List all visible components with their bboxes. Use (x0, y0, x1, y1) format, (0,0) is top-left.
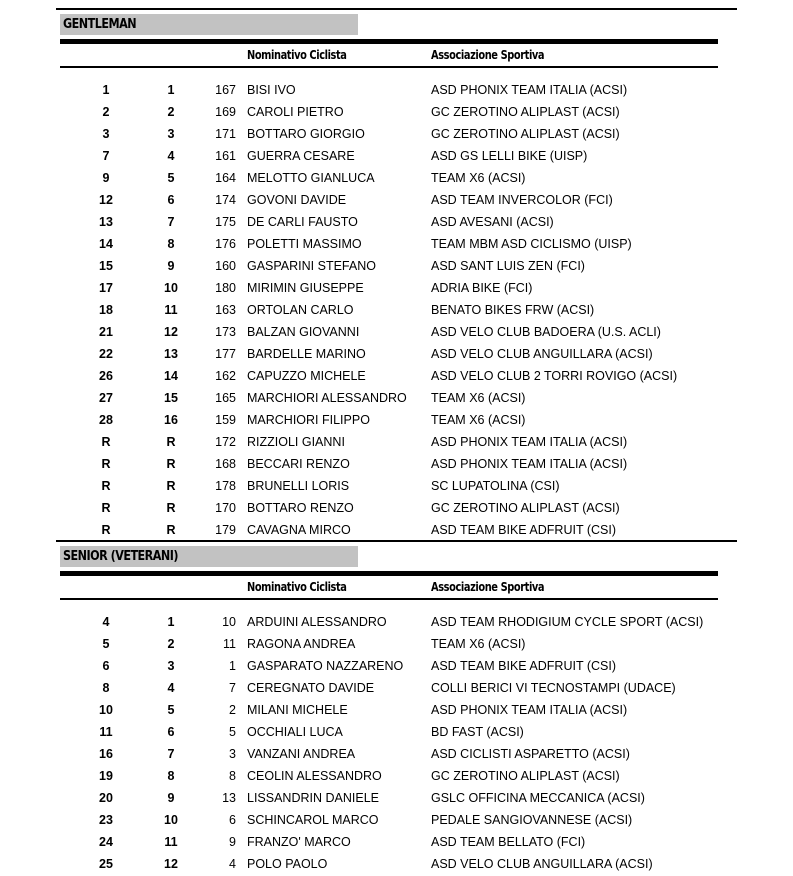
pos-assol-cell: R (101, 435, 111, 449)
team-cell: TEAM X6 (ACSI) (431, 637, 526, 651)
rider-name-cell: POLO PAOLO (247, 857, 328, 871)
rider-name-cell: ARDUINI ALESSANDRO (247, 615, 387, 629)
bib-number-cell: 2 (229, 703, 236, 717)
bib-number-cell: 6 (229, 813, 236, 827)
team-cell: ASD TEAM RHODIGIUM CYCLE SPORT (ACSI) (431, 615, 704, 629)
header-bottom-rule (60, 66, 718, 68)
team-cell: ASD SANT LUIS ZEN (FCI) (431, 259, 585, 273)
table-row (0, 612, 793, 634)
table-row (0, 80, 793, 102)
rider-name-cell: MIRIMIN GIUSEPPE (247, 281, 364, 295)
pos-categ-cell: 8 (167, 237, 175, 251)
table-row (0, 300, 793, 322)
table-row (0, 388, 793, 410)
team-cell: GC ZEROTINO ALIPLAST (ACSI) (431, 501, 620, 515)
rider-name-cell: MARCHIORI FILIPPO (247, 413, 370, 427)
rider-name-cell: ORTOLAN CARLO (247, 303, 354, 317)
team-cell: ASD PHONIX TEAM ITALIA (ACSI) (431, 703, 628, 717)
pos-assol-cell: 13 (99, 215, 113, 229)
rider-name-cell: FRANZO' MARCO (247, 835, 351, 849)
bib-number-cell: 169 (215, 105, 236, 119)
pos-categ-cell: 7 (167, 215, 175, 229)
table-row (0, 656, 793, 678)
header-bottom-rule (60, 598, 718, 600)
rider-name-cell: CEOLIN ALESSANDRO (247, 769, 382, 783)
team-cell: GC ZEROTINO ALIPLAST (ACSI) (431, 127, 620, 141)
pos-assol-cell: 18 (99, 303, 113, 317)
pos-assol-cell: 14 (99, 237, 113, 251)
pos-categ-cell: 2 (167, 105, 175, 119)
bib-number-cell: 13 (222, 791, 236, 805)
pos-categ-cell: 1 (167, 83, 175, 97)
team-cell: ASD VELO CLUB BADOERA (U.S. ACLI) (431, 325, 661, 339)
pos-categ-cell: R (166, 523, 176, 537)
pos-assol-cell: 27 (99, 391, 113, 405)
pos-categ-cell: 4 (167, 681, 175, 695)
pos-categ-cell: 5 (167, 703, 175, 717)
team-cell: SC LUPATOLINA (CSI) (431, 479, 560, 493)
pos-categ-cell: 5 (167, 171, 175, 185)
pos-assol-cell: 11 (99, 725, 113, 739)
rider-name-cell: GASPARINI STEFANO (247, 259, 376, 273)
pos-assol-cell: 23 (99, 813, 113, 827)
table-row (0, 124, 793, 146)
bib-number-cell: 4 (229, 857, 236, 871)
pos-categ-cell: 12 (164, 325, 178, 339)
team-cell: PEDALE SANGIOVANNESE (ACSI) (431, 813, 633, 827)
table-row (0, 476, 793, 498)
rider-name-cell: GOVONI DAVIDE (247, 193, 347, 207)
pos-categ-cell: 3 (167, 659, 175, 673)
pos-categ-cell: 10 (164, 813, 178, 827)
pos-categ-cell: 10 (164, 281, 178, 295)
bib-number-cell: 180 (215, 281, 236, 295)
team-cell: ASD TEAM BIKE ADFRUIT (CSI) (431, 523, 616, 537)
pos-assol-cell: 21 (99, 325, 113, 339)
table-row (0, 278, 793, 300)
pos-categ-cell: 15 (164, 391, 178, 405)
pos-assol-cell: 12 (99, 193, 113, 207)
table-row (0, 810, 793, 832)
team-cell: GSLC OFFICINA MECCANICA (ACSI) (431, 791, 645, 805)
table-row (0, 168, 793, 190)
rider-name-cell: SCHINCAROL MARCO (247, 813, 379, 827)
team-cell: ASD PHONIX TEAM ITALIA (ACSI) (431, 435, 628, 449)
rider-name-cell: MILANI MICHELE (247, 703, 348, 717)
team-cell: ASD CICLISTI ASPARETTO (ACSI) (431, 747, 630, 761)
header-top-rule (60, 571, 718, 576)
team-cell: GC ZEROTINO ALIPLAST (ACSI) (431, 769, 620, 783)
bib-number-cell: 167 (215, 83, 236, 97)
pos-categ-cell: 12 (164, 857, 178, 871)
team-cell: ASD TEAM BIKE ADFRUIT (CSI) (431, 659, 616, 673)
team-cell: ASD VELO CLUB ANGUILLARA (ACSI) (431, 857, 653, 871)
pos-assol-cell: 3 (102, 127, 110, 141)
table-row (0, 102, 793, 124)
table-row (0, 146, 793, 168)
table-row (0, 212, 793, 234)
category-title-bar (60, 14, 358, 35)
rider-name-cell: BISI IVO (247, 83, 296, 97)
bib-number-cell: 10 (222, 615, 236, 629)
table-row (0, 344, 793, 366)
pos-categ-cell: R (166, 501, 176, 515)
table-row (0, 498, 793, 520)
pos-categ-cell: 11 (164, 303, 178, 317)
rider-name-cell: OCCHIALI LUCA (247, 725, 343, 739)
rider-name-cell: LISSANDRIN DANIELE (247, 791, 379, 805)
header-top-rule (60, 39, 718, 44)
pos-assol-cell: 2 (102, 105, 110, 119)
pos-assol-cell: 20 (99, 791, 113, 805)
table-row (0, 854, 793, 876)
team-cell: ASD PHONIX TEAM ITALIA (ACSI) (431, 83, 628, 97)
rider-name-cell: BARDELLE MARINO (247, 347, 366, 361)
table-row (0, 700, 793, 722)
section-top-rule (56, 8, 737, 10)
pos-categ-cell: 13 (164, 347, 178, 361)
bib-number-cell: 3 (229, 747, 236, 761)
team-cell: COLLI BERICI VI TECNOSTAMPI (UDACE) (431, 681, 676, 695)
pos-assol-cell: 19 (99, 769, 113, 783)
pos-categ-cell: 1 (167, 615, 175, 629)
rider-name-cell: BRUNELLI LORIS (247, 479, 350, 493)
team-cell: ASD PHONIX TEAM ITALIA (ACSI) (431, 457, 628, 471)
team-cell: TEAM X6 (ACSI) (431, 391, 526, 405)
category-title: GENTLEMAN (63, 17, 137, 32)
pos-assol-cell: R (101, 523, 111, 537)
pos-assol-cell: 25 (99, 857, 113, 871)
bib-number-cell: 179 (215, 523, 236, 537)
table-row (0, 766, 793, 788)
team-cell: BD FAST (ACSI) (431, 725, 524, 739)
team-cell: ASD TEAM INVERCOLOR (FCI) (431, 193, 613, 207)
pos-assol-cell: R (101, 457, 111, 471)
pos-categ-cell: 4 (167, 149, 175, 163)
rider-name-cell: CAROLI PIETRO (247, 105, 344, 119)
header-associazione: Associazione Sportiva (431, 48, 545, 62)
table-row (0, 832, 793, 854)
category-title: SENIOR (VETERANI) (63, 549, 178, 564)
team-cell: BENATO BIKES FRW (ACSI) (431, 303, 595, 317)
rider-name-cell: RAGONA ANDREA (247, 637, 356, 651)
table-row (0, 788, 793, 810)
team-cell: ASD AVESANI (ACSI) (431, 215, 554, 229)
category-title-bar (60, 546, 358, 567)
rider-name-cell: MARCHIORI ALESSANDRO (247, 391, 407, 405)
pos-categ-cell: 11 (164, 835, 178, 849)
pos-assol-cell: 5 (102, 637, 110, 651)
table-row (0, 634, 793, 656)
team-cell: TEAM X6 (ACSI) (431, 171, 526, 185)
team-cell: ASD VELO CLUB 2 TORRI ROVIGO (ACSI) (431, 369, 678, 383)
rider-name-cell: CEREGNATO DAVIDE (247, 681, 375, 695)
bib-number-cell: 159 (215, 413, 236, 427)
table-row (0, 366, 793, 388)
pos-categ-cell: 16 (164, 413, 178, 427)
table-row (0, 190, 793, 212)
pos-categ-cell: 7 (167, 747, 175, 761)
pos-categ-cell: R (166, 435, 176, 449)
bib-number-cell: 175 (215, 215, 236, 229)
table-row (0, 410, 793, 432)
pos-categ-cell: 6 (167, 725, 175, 739)
bib-number-cell: 164 (215, 171, 236, 185)
team-cell: TEAM X6 (ACSI) (431, 413, 526, 427)
pos-assol-cell: 15 (99, 259, 113, 273)
bib-number-cell: 177 (215, 347, 236, 361)
table-row (0, 520, 793, 542)
bib-number-cell: 1 (229, 659, 236, 673)
header-associazione: Associazione Sportiva (431, 580, 545, 594)
bib-number-cell: 162 (215, 369, 236, 383)
bib-number-cell: 8 (229, 769, 236, 783)
pos-assol-cell: R (101, 479, 111, 493)
team-cell: ADRIA BIKE (FCI) (431, 281, 533, 295)
table-row (0, 234, 793, 256)
pos-assol-cell: 9 (102, 171, 110, 185)
team-cell: ASD GS LELLI BIKE (UISP) (431, 149, 588, 163)
pos-assol-cell: 8 (102, 681, 110, 695)
rider-name-cell: MELOTTO GIANLUCA (247, 171, 375, 185)
bib-number-cell: 171 (215, 127, 236, 141)
header-nominativo: Nominativo Ciclista (247, 48, 347, 62)
table-row (0, 454, 793, 476)
pos-categ-cell: 9 (167, 791, 175, 805)
bib-number-cell: 176 (215, 237, 236, 251)
bib-number-cell: 174 (215, 193, 236, 207)
bib-number-cell: 170 (215, 501, 236, 515)
rider-name-cell: CAPUZZO MICHELE (247, 369, 366, 383)
table-row (0, 744, 793, 766)
pos-categ-cell: 3 (167, 127, 175, 141)
pos-assol-cell: 4 (102, 615, 110, 629)
bib-number-cell: 5 (229, 725, 236, 739)
pos-assol-cell: 22 (99, 347, 113, 361)
rider-name-cell: GASPARATO NAZZARENO (247, 659, 404, 673)
rider-name-cell: RIZZIOLI GIANNI (247, 435, 345, 449)
bib-number-cell: 163 (215, 303, 236, 317)
table-row (0, 256, 793, 278)
pos-categ-cell: 9 (167, 259, 175, 273)
rider-name-cell: BECCARI RENZO (247, 457, 350, 471)
team-cell: ASD VELO CLUB ANGUILLARA (ACSI) (431, 347, 653, 361)
section-top-rule (56, 540, 737, 542)
rider-name-cell: CAVAGNA MIRCO (247, 523, 351, 537)
table-row (0, 432, 793, 454)
pos-categ-cell: 6 (167, 193, 175, 207)
pos-categ-cell: R (166, 479, 176, 493)
team-cell: ASD TEAM BELLATO (FCI) (431, 835, 586, 849)
pos-assol-cell: 10 (99, 703, 113, 717)
pos-assol-cell: 26 (99, 369, 113, 383)
pos-assol-cell: 17 (99, 281, 113, 295)
header-nominativo: Nominativo Ciclista (247, 580, 347, 594)
rider-name-cell: POLETTI MASSIMO (247, 237, 362, 251)
rider-name-cell: VANZANI ANDREA (247, 747, 356, 761)
rider-name-cell: GUERRA CESARE (247, 149, 355, 163)
rider-name-cell: BOTTARO GIORGIO (247, 127, 365, 141)
bib-number-cell: 9 (229, 835, 236, 849)
team-cell: GC ZEROTINO ALIPLAST (ACSI) (431, 105, 620, 119)
rider-name-cell: BOTTARO RENZO (247, 501, 354, 515)
pos-assol-cell: 16 (99, 747, 113, 761)
bib-number-cell: 7 (229, 681, 236, 695)
pos-categ-cell: 2 (167, 637, 175, 651)
table-row (0, 722, 793, 744)
pos-assol-cell: 7 (102, 149, 110, 163)
rider-name-cell: BALZAN GIOVANNI (247, 325, 360, 339)
pos-assol-cell: 1 (102, 83, 110, 97)
bib-number-cell: 11 (223, 637, 236, 651)
pos-categ-cell: R (166, 457, 176, 471)
pos-categ-cell: 8 (167, 769, 175, 783)
bib-number-cell: 178 (215, 479, 236, 493)
table-row (0, 322, 793, 344)
pos-assol-cell: 28 (99, 413, 113, 427)
pos-categ-cell: 14 (164, 369, 178, 383)
bib-number-cell: 172 (215, 435, 236, 449)
bib-number-cell: 165 (215, 391, 236, 405)
bib-number-cell: 160 (215, 259, 236, 273)
pos-assol-cell: R (101, 501, 111, 515)
bib-number-cell: 161 (215, 149, 236, 163)
bib-number-cell: 168 (215, 457, 236, 471)
rider-name-cell: DE CARLI FAUSTO (247, 215, 358, 229)
bib-number-cell: 173 (215, 325, 236, 339)
pos-assol-cell: 6 (102, 659, 110, 673)
team-cell: TEAM MBM ASD CICLISMO (UISP) (431, 237, 632, 251)
pos-assol-cell: 24 (99, 835, 113, 849)
table-row (0, 678, 793, 700)
